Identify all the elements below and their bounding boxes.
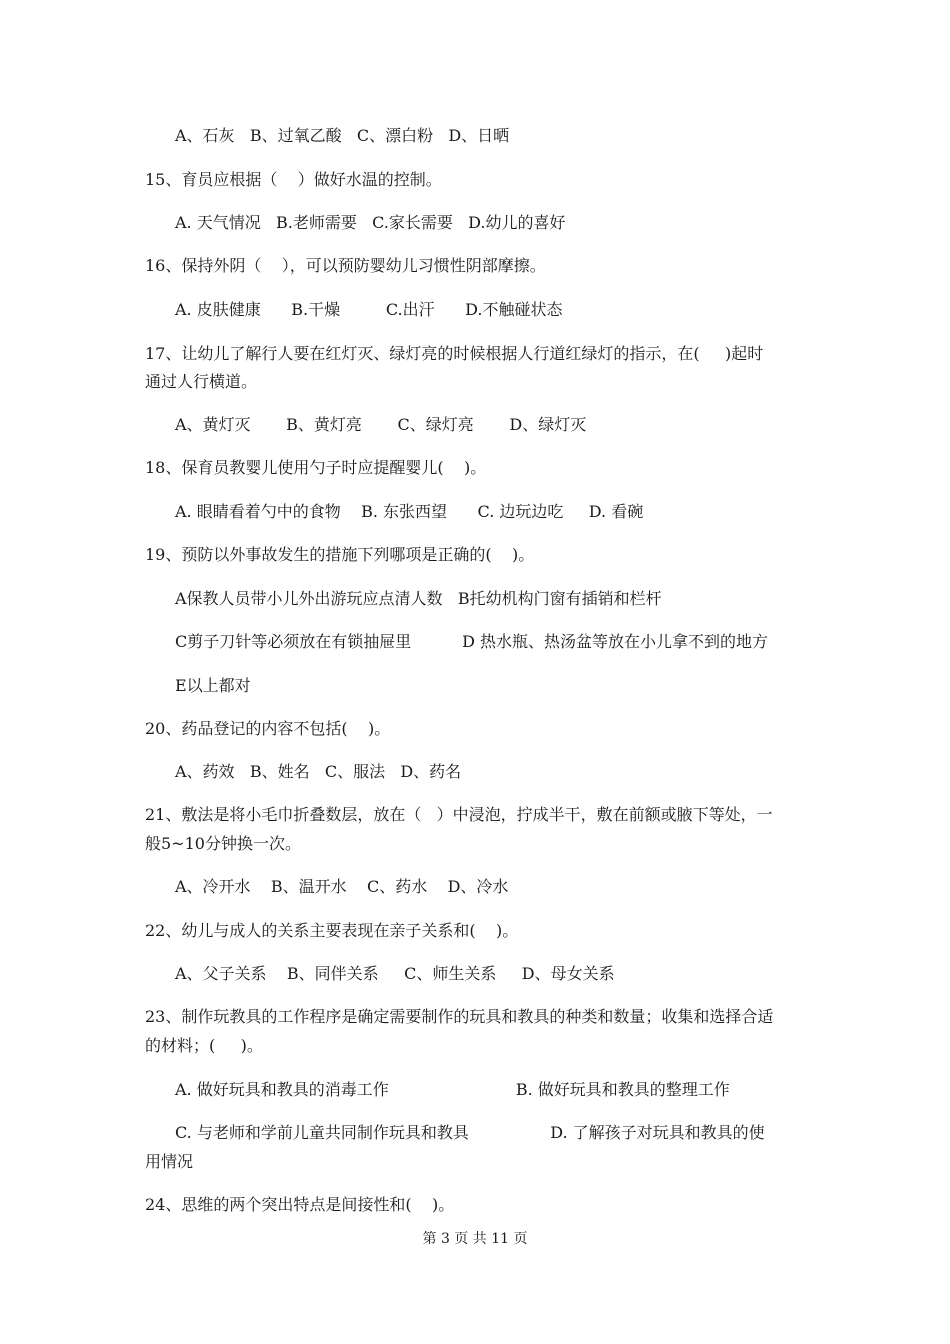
question-17-cont: 通过人行横道。 [145, 372, 258, 391]
question-23: 23、制作玩教具的工作程序是确定需要制作的玩具和教具的种类和数量；收集和选择合适 [145, 1007, 774, 1026]
q23-options-cont: 用情况 [145, 1152, 194, 1171]
q18-options: A. 眼睛看着勺中的食物 B. 东张西望 C. 边玩边吃 D. 看碗 [175, 502, 644, 521]
q15-options: A. 天气情况 B.老师需要 C.家长需要 D.幼儿的喜好 [175, 213, 566, 232]
q20-options: A、药效 B、姓名 C、服法 D、药名 [175, 762, 462, 781]
question-24: 24、思维的两个突出特点是间接性和( )。 [145, 1195, 455, 1214]
q17-options: A、黄灯灭 B、黄灯亮 C、绿灯亮 D、绿灯灭 [175, 415, 587, 434]
q16-options: A. 皮肤健康 B.干燥 C.出汗 D.不触碰状态 [175, 300, 563, 319]
q23-options-cd: C. 与老师和学前儿童共同制作玩具和教具 D. 了解孩子对玩具和教具的使 [175, 1123, 765, 1142]
q19-option-e: E以上都对 [175, 676, 251, 695]
question-16: 16、保持外阴（ ），可以预防婴幼儿习惯性阴部摩擦。 [145, 256, 546, 275]
question-23-cont: 的材料；( )。 [145, 1036, 263, 1055]
page-footer: 第 3 页 共 11 页 [422, 1231, 528, 1247]
question-20: 20、药品登记的内容不包括( )。 [145, 719, 391, 738]
question-19: 19、预防以外事故发生的措施下列哪项是正确的( )。 [145, 545, 535, 564]
q19-options-cd: C剪子刀针等必须放在有锁抽屉里 D 热水瓶、热汤盆等放在小儿拿不到的地方 [175, 632, 769, 651]
q21-options: A、冷开水 B、温开水 C、药水 D、冷水 [175, 877, 509, 896]
question-18: 18、保育员教婴儿使用勺子时应提醒婴儿( )。 [145, 458, 487, 477]
q23-options-ab: A. 做好玩具和教具的消毒工作 B. 做好玩具和教具的整理工作 [175, 1080, 730, 1099]
q19-options-ab: A保教人员带小儿外出游玩应点清人数 B托幼机构门窗有插销和栏杆 [175, 589, 662, 608]
question-21-cont: 般5~10分钟换一次。 [145, 834, 301, 853]
q22-options: A、父子关系 B、同伴关系 C、师生关系 D、母女关系 [175, 964, 615, 983]
question-15: 15、育员应根据（ ）做好水温的控制。 [145, 170, 442, 189]
question-21: 21、敷法是将小毛巾折叠数层，放在（ ）中浸泡，拧成半干，敷在前额或腋下等处，一 [145, 805, 773, 824]
q14-options: A、石灰 B、过氧乙酸 C、漂白粉 D、日晒 [175, 126, 510, 145]
question-17: 17、让幼儿了解行人要在红灯灭、绿灯亮的时候根据人行道红绿灯的指示，在( )起时 [145, 344, 764, 363]
question-22: 22、幼儿与成人的关系主要表现在亲子关系和( )。 [145, 921, 519, 940]
